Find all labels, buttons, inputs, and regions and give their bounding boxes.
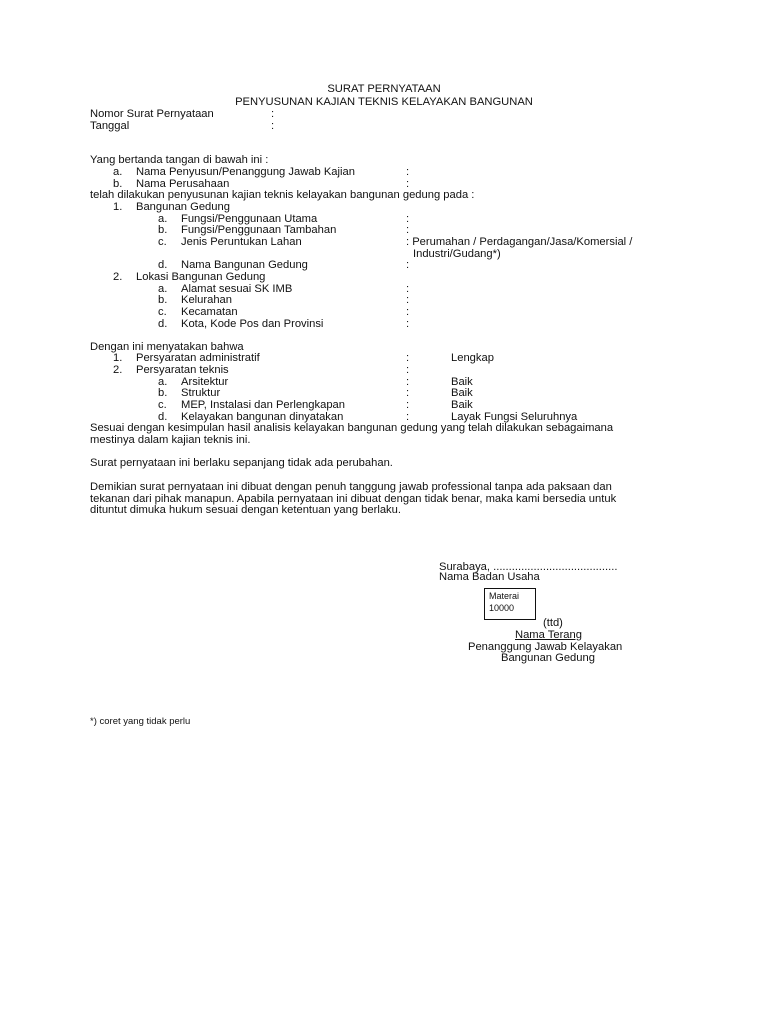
building-d-marker: d.: [158, 259, 168, 271]
req-admin-label: Persyaratan administratif: [136, 352, 260, 364]
building-a-label: Fungsi/Penggunaan Utama: [181, 213, 318, 225]
signer-b-marker: b.: [113, 178, 123, 190]
signature-role-line1: Penanggung Jawab Kelayakan: [468, 641, 623, 653]
building-b-marker: b.: [158, 224, 168, 236]
location-b-sep: :: [406, 294, 410, 306]
building-marker: 1.: [113, 201, 123, 213]
building-c-marker: c.: [158, 236, 167, 248]
signer-b-label: Nama Perusahaan: [136, 178, 230, 190]
req-admin-marker: 1.: [113, 352, 123, 364]
location-c-sep: :: [406, 306, 410, 318]
stamp-box: [484, 588, 536, 620]
statement-declare: Dengan ini menyatakan bahwa: [90, 341, 244, 353]
meta-label-number: Nomor Surat Pernyataan: [90, 108, 214, 120]
closing-line1: Demikian surat pernyataan ini dibuat dengan penuh tanggung jawab professional tanpa ada paksaan dan: [90, 481, 612, 493]
req-d-label: Kelayakan bangunan dinyatakan: [181, 411, 344, 423]
signature-ttd: (ttd): [543, 617, 563, 629]
req-a-marker: a.: [158, 376, 168, 388]
req-b-marker: b.: [158, 387, 168, 399]
req-a-sep: :: [406, 376, 410, 388]
req-d-value: Layak Fungsi Seluruhnya: [451, 411, 578, 423]
document-subtitle: PENYUSUNAN KAJIAN TEKNIS KELAYAKAN BANGUNAN: [235, 96, 533, 108]
location-a-marker: a.: [158, 283, 168, 295]
req-tech-label: Persyaratan teknis: [136, 364, 229, 376]
conclusion-line2: mestinya dalam kajian teknis ini.: [90, 434, 251, 446]
req-admin-value: Lengkap: [451, 352, 494, 364]
location-d-label: Kota, Kode Pos dan Provinsi: [181, 318, 324, 330]
building-d-label: Nama Bangunan Gedung: [181, 259, 308, 271]
req-c-marker: c.: [158, 399, 167, 411]
signer-b-sep: :: [406, 178, 410, 190]
building-c-value-line1: : Perumahan / Perdagangan/Jasa/Komersial /: [406, 236, 633, 248]
signer-a-sep: :: [406, 166, 410, 178]
closing-line3: dituntut dimuka hukum sesuai dengan ketentuan yang berlaku.: [90, 504, 401, 516]
building-b-label: Fungsi/Penggunaan Tambahan: [181, 224, 337, 236]
req-b-value: Baik: [451, 387, 473, 399]
intro-text: Yang bertanda tangan di bawah ini :: [90, 154, 269, 166]
req-d-sep: :: [406, 411, 410, 423]
location-d-sep: :: [406, 318, 410, 330]
req-d-marker: d.: [158, 411, 168, 423]
signature-role-line2: Bangunan Gedung: [501, 652, 595, 664]
location-a-sep: :: [406, 283, 410, 295]
signer-a-label: Nama Penyusun/Penanggung Jawab Kajian: [136, 166, 355, 178]
building-heading: Bangunan Gedung: [136, 201, 230, 213]
building-b-sep: :: [406, 224, 410, 236]
stamp-value: 10000: [489, 603, 515, 613]
conclusion-line1: Sesuai dengan kesimpulan hasil analisis kelayakan bangunan gedung yang telah dilakukan sebagaimana: [90, 422, 614, 434]
footnote: *) coret yang tidak perlu: [90, 716, 191, 727]
stamp-label: Materai: [489, 591, 520, 601]
location-d-marker: d.: [158, 318, 168, 330]
statement-prepared: telah dilakukan penyusunan kajian teknis kelayakan bangunan gedung pada :: [90, 189, 475, 201]
location-a-label: Alamat sesuai SK IMB: [181, 283, 293, 295]
signature-place-date: Surabaya, ........................................: [439, 561, 618, 573]
building-d-sep: :: [406, 259, 410, 271]
req-a-label: Arsitektur: [181, 376, 229, 388]
location-b-marker: b.: [158, 294, 168, 306]
req-tech-sep: :: [406, 364, 410, 376]
req-c-value: Baik: [451, 399, 473, 411]
location-c-marker: c.: [158, 306, 167, 318]
validity-text: Surat pernyataan ini berlaku sepanjang tidak ada perubahan.: [90, 457, 393, 469]
req-tech-marker: 2.: [113, 364, 123, 376]
document-title: SURAT PERNYATAAN: [327, 83, 441, 95]
req-b-sep: :: [406, 387, 410, 399]
meta-sep-date: :: [271, 120, 275, 132]
req-b-label: Struktur: [181, 387, 221, 399]
req-a-value: Baik: [451, 376, 473, 388]
location-marker: 2.: [113, 271, 123, 283]
location-c-label: Kecamatan: [181, 306, 238, 318]
building-c-value-line2: Industri/Gudang*): [413, 248, 501, 260]
signature-company: Nama Badan Usaha: [439, 571, 540, 583]
req-c-label: MEP, Instalasi dan Perlengkapan: [181, 399, 345, 411]
closing-line2: tekanan dari pihak manapun. Apabila pernyataan ini dibuat dengan tidak benar, maka kami bersedia untuk: [90, 493, 617, 505]
req-admin-sep: :: [406, 352, 410, 364]
location-b-label: Kelurahan: [181, 294, 233, 306]
meta-sep-number: :: [271, 108, 275, 120]
building-c-label: Jenis Peruntukan Lahan: [181, 236, 302, 248]
meta-label-date: Tanggal: [90, 120, 130, 132]
location-heading: Lokasi Bangunan Gedung: [136, 271, 266, 283]
building-a-marker: a.: [158, 213, 168, 225]
building-a-sep: :: [406, 213, 410, 225]
signer-a-marker: a.: [113, 166, 123, 178]
signature-name: Nama Terang: [515, 629, 582, 641]
req-c-sep: :: [406, 399, 410, 411]
